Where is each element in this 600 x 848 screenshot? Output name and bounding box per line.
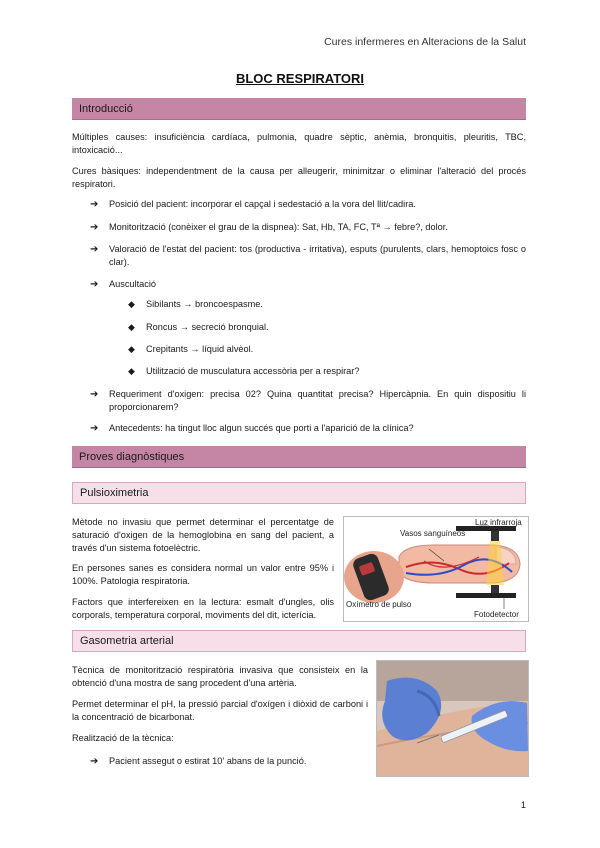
document-title: BLOC RESPIRATORI	[235, 71, 365, 86]
pulsioximetria-paragraph-definition: Mètode no invasiu que permet determinar el percentatge de saturació d'oxigen de la hemoglobina en sang del pacient, a través d'un sistema fotoelèctric.	[72, 517, 334, 553]
arrow-bullet-icon: ➔	[90, 244, 99, 255]
diamond-bullet-icon: ◆	[128, 366, 135, 376]
list-item: ◆ Sibilants → broncoespasme.	[128, 299, 263, 309]
section-heading-introduccio: Introducció	[72, 98, 526, 120]
arrow-bullet-icon: ➔	[90, 423, 99, 434]
arrow-bullet-icon: ➔	[90, 279, 99, 290]
arterial-puncture-photo	[376, 660, 529, 777]
arrow-bullet-icon: ➔	[90, 389, 99, 400]
list-item: ➔ Posició del pacient: incorporar el capçal i sedestació a la vora del llit/cadira.	[90, 199, 416, 210]
subsection-heading-pulsioximetria: Pulsioximetria	[72, 482, 526, 504]
list-item: ➔ Antecedents: ha tingut lloc algun succés que porti a l'aparició de la clínica?	[90, 423, 414, 434]
arrow-bullet-icon: ➔	[90, 756, 99, 767]
gasometria-paragraph-definition: Tècnica de monitorització respiratòria invasiva que consisteix en la obtenció d'una mostra de sang procedent d'una artèria.	[72, 665, 368, 688]
running-header: Cures infermeres en Alteracions de la Salut	[324, 36, 526, 48]
page-number: 1	[520, 800, 526, 811]
subsection-heading-gasometria: Gasometria arterial	[72, 630, 526, 652]
label-fotodetector: Fotodetector	[474, 610, 519, 619]
list-item: ➔ Pacient assegut o estirat 10' abans de la punció.	[90, 756, 307, 767]
diamond-bullet-icon: ◆	[128, 299, 135, 309]
list-item: ➔ Requeriment d'oxigen: precisa 02? Quina quantitat precisa? Hipercàpnia. En quin dispositiu li proporcionarem?	[90, 389, 526, 412]
list-item: ➔ Auscultació	[90, 279, 156, 290]
diamond-bullet-icon: ◆	[128, 322, 135, 332]
list-item: ◆ Crepitants → líquid alvèol.	[128, 344, 254, 354]
list-item: ◆ Roncus → secreció bronquial.	[128, 322, 269, 332]
label-vasos-sanguineos: Vasos sanguíneos	[400, 529, 466, 538]
intro-paragraph-cures: Cures bàsiques: independentment de la causa per alleugerir, minimitzar o eliminar l'alteració del procés respiratori.	[72, 166, 526, 189]
label-luz-infrarroja: Luz infrarroja	[475, 518, 522, 527]
intro-paragraph-causes: Múltiples causes: insuficiència cardíaca, pulmonia, quadre sèptic, anèmia, bronquitis, pleuritis, TBC, intoxicació...	[72, 132, 526, 155]
pulse-oximeter-diagram	[343, 516, 529, 622]
list-item: ◆ Utilització de musculatura accessòria per a respirar?	[128, 366, 360, 376]
arrow-bullet-icon: ➔	[90, 222, 99, 233]
pulsioximetria-paragraph-factors: Factors que interfereixen en la lectura: esmalt d'ungles, olis corporals, temperatura corporal, moviments del dit, icterícia.	[72, 597, 334, 620]
gasometria-paragraph-tecnica: Realització de la tècnica:	[72, 733, 174, 743]
section-heading-proves: Proves diagnòstiques	[72, 446, 526, 468]
diamond-bullet-icon: ◆	[128, 344, 135, 354]
pulsioximetria-paragraph-normal: En persones sanes es considera normal un valor entre 95% i 100%. Patologia respiratoria.	[72, 563, 334, 586]
list-item: ➔ Monitorització (conèixer el grau de la dispnea): Sat, Hb, TA, FC, Tª → febre?, dolor.	[90, 222, 448, 233]
gasometria-paragraph-parameters: Permet determinar el pH, la pressió parcial d'oxígen i diòxid de carboni i la concentració de bicarbonat.	[72, 699, 368, 722]
arrow-bullet-icon: ➔	[90, 199, 99, 210]
label-oximetro-de-pulso: Oxímetro de pulso	[346, 600, 412, 609]
list-item: ➔ Valoració de l'estat del pacient: tos (productiva - irritativa), esputs (purulents, clars, hemoptoics fosc o clar).	[90, 244, 526, 267]
